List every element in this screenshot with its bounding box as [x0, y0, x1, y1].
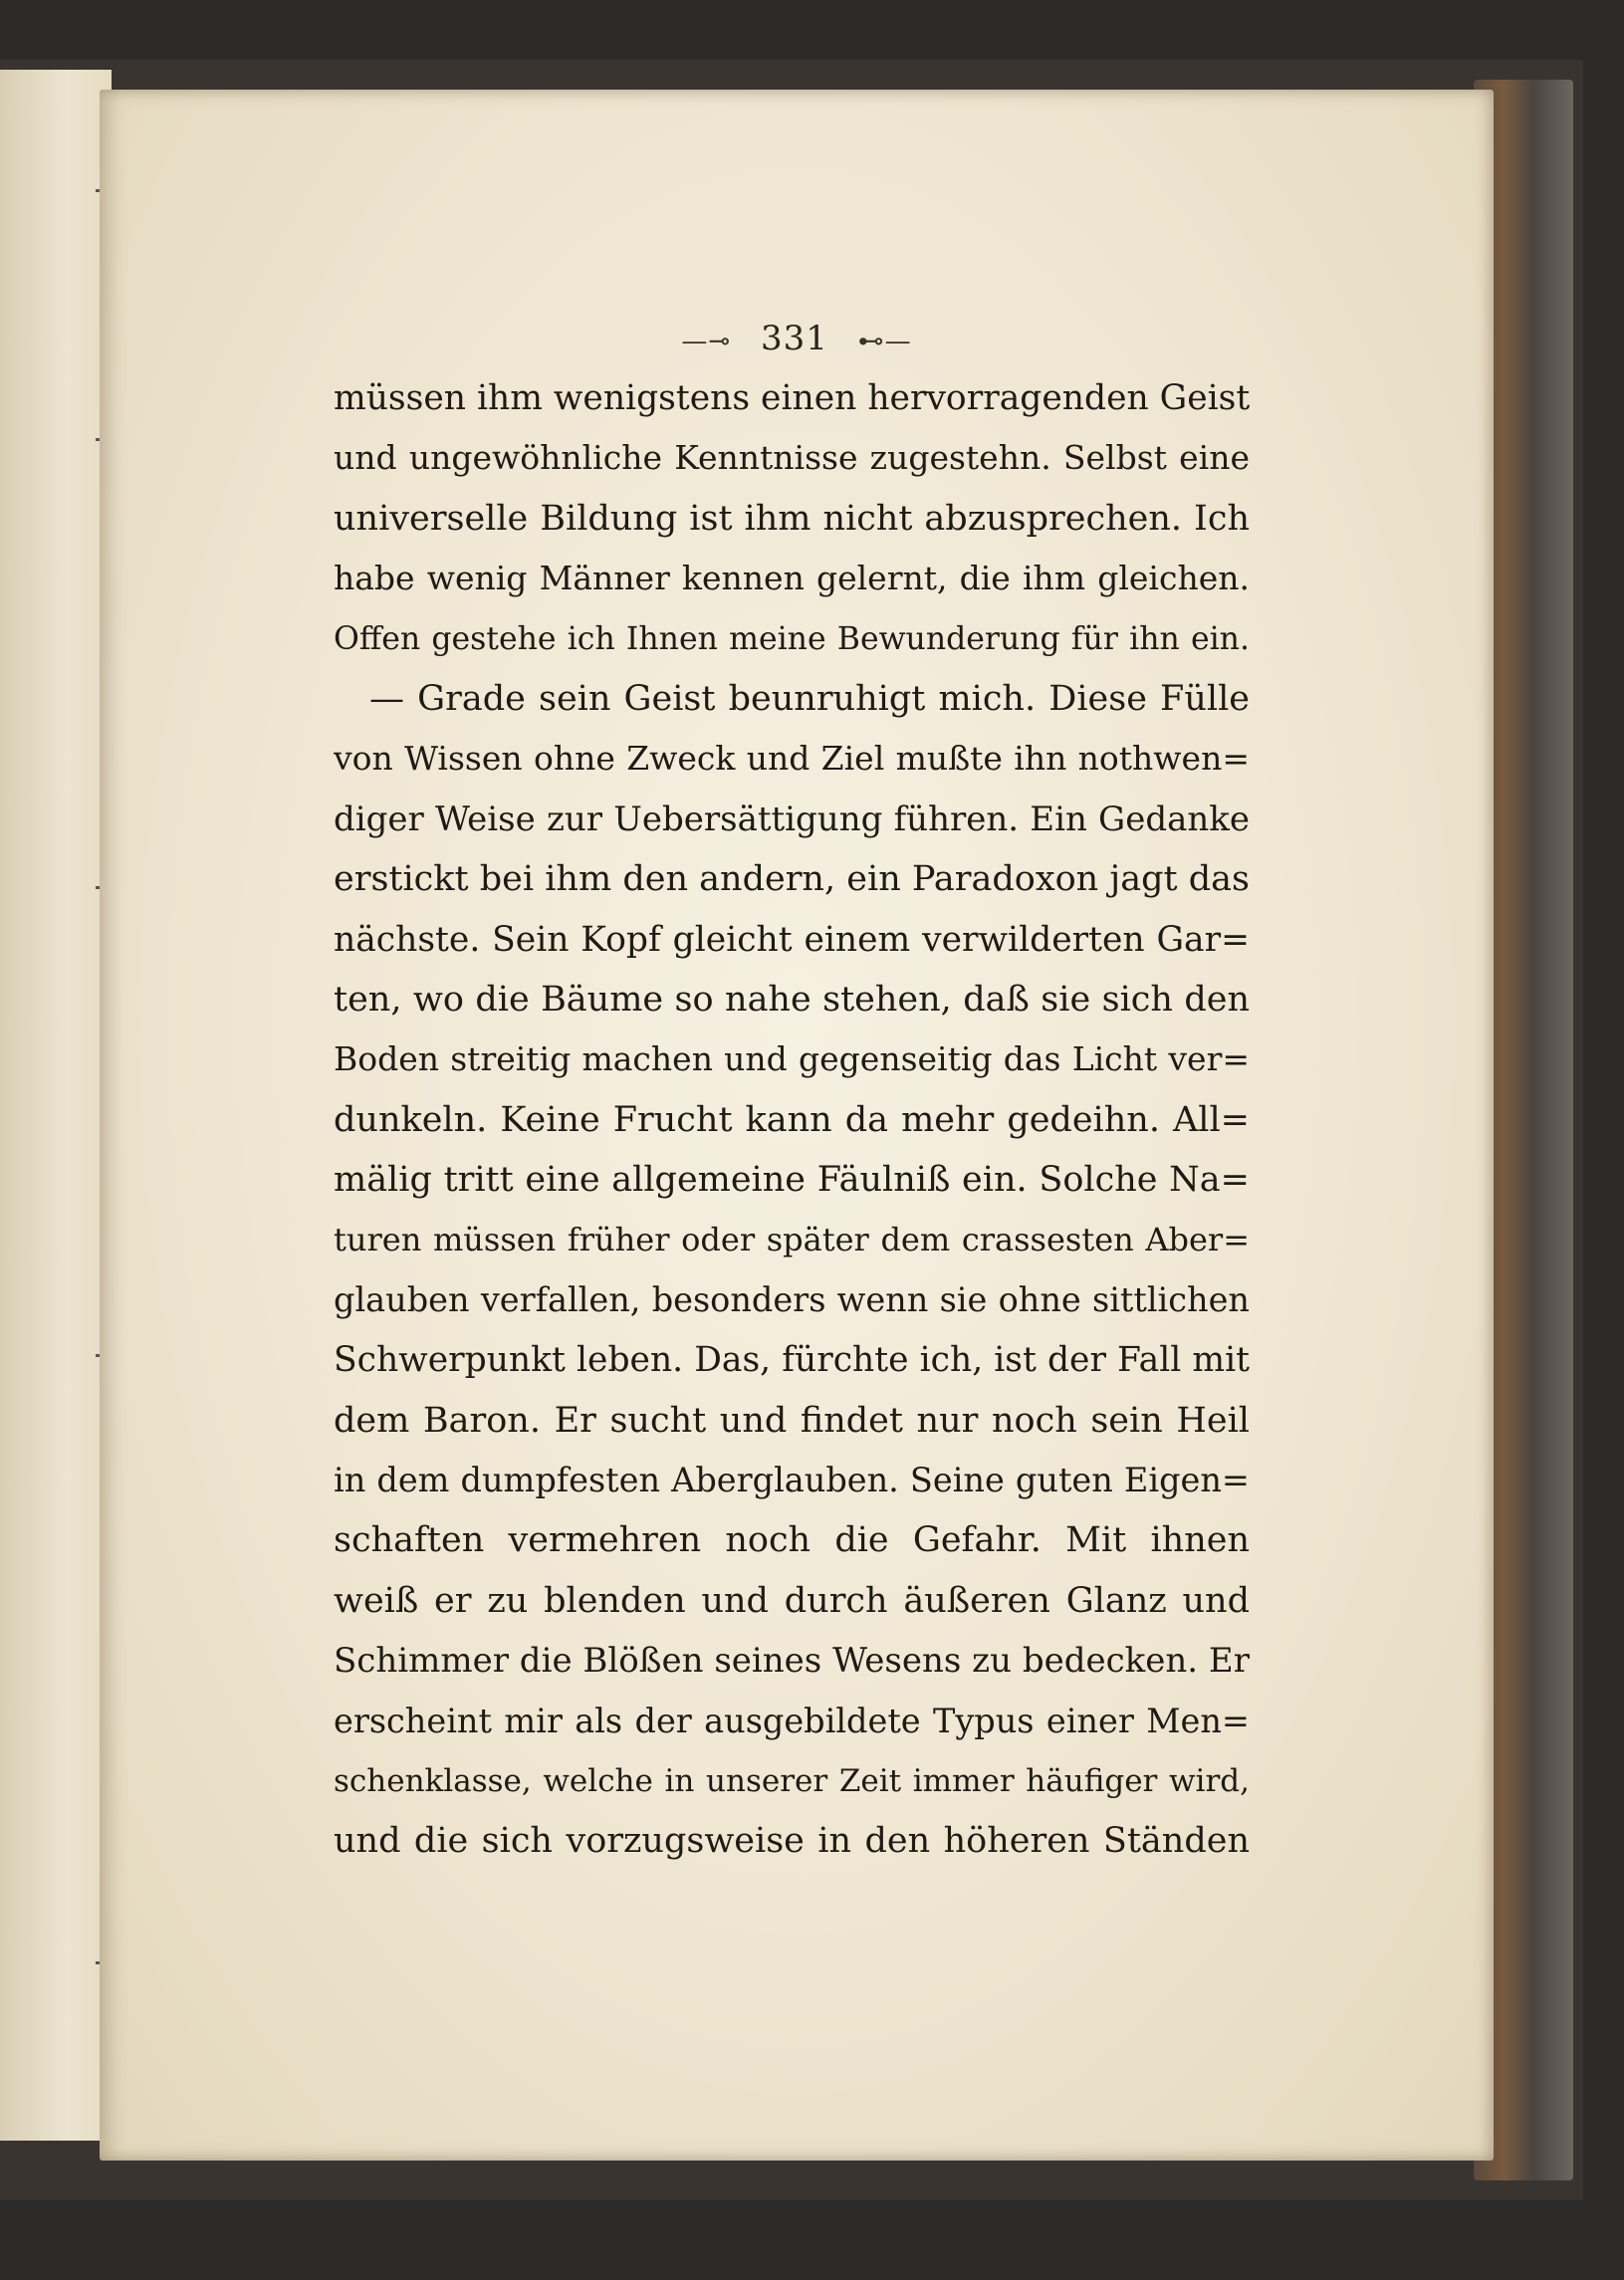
- text-line: — Grade sein Geist beunruhigt mich. Diese Fülle: [369, 678, 1250, 719]
- text-line: habe wenig Männer kennen gelernt, die ihm gleichen.: [334, 559, 1250, 598]
- text-line: Offen gestehe ich Ihnen meine Bewunderung für ihn ein.: [334, 620, 1250, 657]
- text-line: diger Weise zur Uebersättigung führen. Ein Gedanke: [334, 798, 1250, 839]
- page-number: [100, 319, 1494, 358]
- text-line: Schwerpunkt leben. Das, fürchte ich, ist der Fall mit: [334, 1340, 1250, 1381]
- text-line: und ungewöhnliche Kenntnisse zugestehn. Selbst eine: [334, 438, 1250, 478]
- text-line: dem Baron. Er sucht und findet nur noch sein Heil: [334, 1400, 1250, 1441]
- text-line: von Wissen ohne Zweck und Ziel mußte ihn nothwen=: [334, 739, 1250, 779]
- folio-ornament-left: —⊸: [681, 327, 732, 356]
- text-line: Boden streitig machen und gegenseitig das Licht ver=: [334, 1039, 1250, 1079]
- folio-ornament-right: ⊷—: [857, 327, 912, 356]
- text-line: nächste. Sein Kopf gleicht einem verwilderten Gar=: [334, 919, 1250, 960]
- text-line: dunkeln. Keine Frucht kann da mehr gedeihn. All=: [334, 1099, 1250, 1140]
- left-page-edge: [0, 70, 112, 2141]
- text-line: schenklasse, welche in unserer Zeit immer häufiger wird,: [334, 1762, 1250, 1799]
- text-line: müssen ihm wenigstens einen hervorragenden Geist: [334, 378, 1250, 418]
- text-line: erscheint mir als der ausgebildete Typus einer Men=: [334, 1701, 1250, 1740]
- text-line: glauben verfallen, besonders wenn sie ohne sittlichen: [334, 1279, 1250, 1319]
- text-line: turen müssen früher oder später dem crassesten Aber=: [334, 1221, 1250, 1259]
- text-line: ten, wo die Bäume so nahe stehen, daß sie sich den: [334, 979, 1250, 1020]
- page-number-value: 331: [760, 319, 828, 358]
- text-line: Schimmer die Blößen seines Wesens zu bedecken. Er: [334, 1641, 1250, 1682]
- body-text: [334, 368, 1250, 1872]
- text-line: universelle Bildung ist ihm nicht abzusprechen. Ich: [334, 498, 1250, 539]
- text-line: und die sich vorzugsweise in den höheren Ständen: [334, 1821, 1250, 1862]
- text-line: mälig tritt eine allgemeine Fäulniß ein. Solche Na=: [334, 1160, 1250, 1201]
- text-line: erstickt bei ihm den andern, ein Paradoxon jagt das: [334, 859, 1250, 900]
- text-line: weiß er zu blenden und durch äußeren Glanz und: [334, 1580, 1250, 1621]
- text-line: in dem dumpfesten Aberglauben. Seine guten Eigen=: [334, 1461, 1250, 1500]
- text-line: schaften vermehren noch die Gefahr. Mit ihnen: [334, 1520, 1250, 1561]
